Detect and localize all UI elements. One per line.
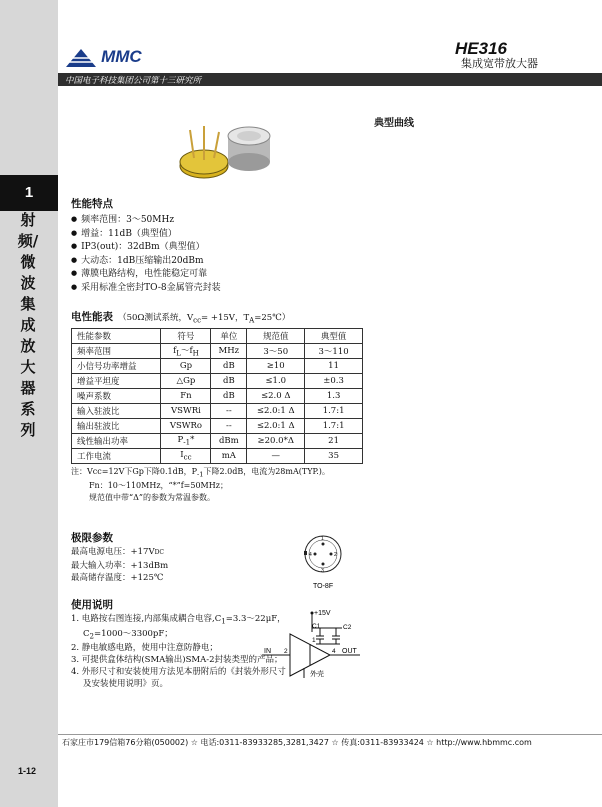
- limits-list: [71, 546, 168, 585]
- feature-item: ● 大动态：1dB压缩输出20dBm: [71, 254, 221, 268]
- org-name: 中国电子科技集团公司第十三研究所: [65, 76, 202, 86]
- spec-cell: dB: [211, 358, 247, 373]
- features-section: [71, 196, 221, 294]
- spec-cell: ±0.3: [305, 373, 363, 388]
- spec-note: Fn：10～110MHz，“*”f=50MHz；: [89, 481, 228, 491]
- spec-cell: 1.7:1: [305, 403, 363, 418]
- logo-triangle-icon: [66, 48, 96, 68]
- logo-text: MMC: [101, 47, 142, 66]
- chapter-number: 1: [0, 175, 58, 211]
- feature-item: ● 频率范围：3～50MHz: [71, 213, 221, 227]
- spec-row: [72, 403, 363, 418]
- spec-title: 电性能表: [71, 311, 113, 323]
- feature-item: ● 薄膜电路结构，电性能稳定可靠: [71, 267, 221, 281]
- footer: [58, 734, 602, 749]
- limit-item: 最大输入功率：+13dBm: [71, 560, 169, 571]
- feature-item: ● 采用标准全密封TO-8金属管壳封装: [71, 281, 221, 295]
- spec-cell: 11: [305, 358, 363, 373]
- limit-item: 最高电源电压：+17VDC: [71, 547, 164, 557]
- spec-header-cell: 性能参数: [72, 328, 161, 343]
- spec-cell: 噪声系数: [72, 388, 161, 403]
- pin-label: 1: [321, 536, 324, 542]
- pin-label: 2: [334, 552, 337, 558]
- spec-cell: 输入驻波比: [72, 403, 161, 418]
- spec-cell: 3～50: [247, 343, 305, 358]
- spec-cell: ≤2.0 Δ: [247, 388, 305, 403]
- spec-cell: dBm: [211, 433, 247, 448]
- spec-cell: △Gp: [161, 373, 211, 388]
- spec-cell: mA: [211, 448, 247, 463]
- spec-row: [72, 358, 363, 373]
- spec-notes: [71, 466, 363, 505]
- spec-cell: ≤1.0: [247, 373, 305, 388]
- package-label: TO-8F: [313, 583, 334, 590]
- spec-cell: dB: [211, 388, 247, 403]
- spec-cell: 频率范围: [72, 343, 161, 358]
- spec-cell: 增益平坦度: [72, 373, 161, 388]
- header-bar: [58, 73, 602, 86]
- pin-label: 3: [321, 568, 324, 574]
- spec-cell: 线性输出功率: [72, 433, 161, 448]
- limits-title: 极限参数: [71, 532, 113, 544]
- logo: [66, 47, 142, 68]
- spec-header-cell: 典型值: [305, 328, 363, 343]
- case-label: 外壳: [310, 671, 324, 678]
- pin-vcc-label: 1: [312, 637, 316, 644]
- vcc-label: +15V: [314, 610, 331, 617]
- pin-label: 4: [309, 552, 312, 558]
- spec-cell: VSWRo: [161, 418, 211, 433]
- spec-cell: $f_L\sim f_H$: [161, 343, 211, 358]
- spec-header-cell: 符号: [161, 328, 211, 343]
- usage-item: 2. 静电敏感电路，使用中注意防静电；: [71, 643, 218, 654]
- feature-item: ● 增益：11dB（典型值）: [71, 227, 221, 241]
- product-photo: [176, 118, 278, 184]
- spec-cell: 1.7:1: [305, 418, 363, 433]
- spec-cell: ≤2.0:1 Δ: [247, 418, 305, 433]
- spec-row: [72, 388, 363, 403]
- c2-label: C2: [343, 624, 352, 631]
- spec-cell: 1.3: [305, 388, 363, 403]
- spec-cell: ≥10: [247, 358, 305, 373]
- c1-label: C1: [312, 623, 321, 630]
- spec-note: 规范值中带“Δ”的参数为常温参数。: [89, 493, 215, 503]
- package-outline-icon: [295, 530, 355, 592]
- spec-cell: Gp: [161, 358, 211, 373]
- spec-cell: MHz: [211, 343, 247, 358]
- product-name: 集成宽带放大器: [461, 57, 538, 70]
- spec-cell: ≤2.0:1 Δ: [247, 403, 305, 418]
- feature-item: ● IP3(out)：32dBm（典型值）: [71, 240, 221, 254]
- spec-cell: —: [247, 448, 305, 463]
- spec-cell: --: [211, 418, 247, 433]
- spec-cell: 工作电流: [72, 448, 161, 463]
- spec-cell: 小信号功率增益: [72, 358, 161, 373]
- spec-table: [71, 328, 363, 464]
- spec-row: [72, 343, 363, 358]
- spec-header-cell: 规范值: [247, 328, 305, 343]
- usage-item: 3. 可提供盒体结构(SMA输出)SMA-2封装类型的产品；: [71, 655, 283, 666]
- spec-row: [72, 418, 363, 433]
- curves-title: 典型曲线: [374, 118, 414, 129]
- spec-section: [71, 305, 363, 504]
- pin-in-label: 2: [284, 648, 288, 655]
- in-label: IN: [264, 648, 271, 655]
- application-circuit: [232, 606, 367, 686]
- footer-contact: 石家庄市179信箱76分箱(050002) ☆ 电话:0311-83933285,3281,3427 ☆ 传真:0311-83933424 ☆ http://www.hbmmc.com: [62, 738, 532, 747]
- pin-out-label: 4: [332, 648, 336, 655]
- spec-cell: $P_{-1}*$: [161, 433, 211, 448]
- model-number: HE316: [455, 39, 507, 58]
- spec-cell: 35: [305, 448, 363, 463]
- series-title: 射频/微波集成放大器系列: [17, 211, 39, 439]
- spec-note: 注：Vcc=12V下Gp下降0.1dB，$P_{-1}$下降2.0dB，电流为28mA(TYP.)。: [71, 466, 330, 479]
- features-title: 性能特点: [71, 198, 113, 210]
- spec-cell: Fn: [161, 388, 211, 403]
- spec-cell: 21: [305, 433, 363, 448]
- spec-cell: ≥20.0*Δ: [247, 433, 305, 448]
- spec-row: [72, 373, 363, 388]
- features-list: [71, 213, 221, 294]
- spec-row: [72, 433, 363, 448]
- spec-header-cell: 单位: [211, 328, 247, 343]
- out-label: OUT: [342, 648, 357, 655]
- limit-item: 最高储存温度：+125℃: [71, 573, 164, 583]
- spec-row: [72, 448, 363, 463]
- spec-cell: 输出驻波比: [72, 418, 161, 433]
- usage-item: 4. 外形尺寸和安装使用方法见本册附后的《封装外形尺寸及安装使用说明》页。: [71, 667, 286, 690]
- spec-cell: dB: [211, 373, 247, 388]
- usage-item: 1. 电路按右图连接,内部集成耦合电容$,C_1=3.3\sim 22\mu F$，$C_2=1000\sim 3300pF$；: [71, 614, 286, 641]
- spec-cell: VSWRi: [161, 403, 211, 418]
- spec-cell: --: [211, 403, 247, 418]
- spec-cell: 3～110: [305, 343, 363, 358]
- spec-cell: $I_{cc}$: [161, 448, 211, 463]
- spec-conditions: （50Ω测试系统，$V_{cc}= +15V$，$T_A=25℃$）: [118, 313, 291, 325]
- page-number: 1-12: [18, 766, 37, 776]
- limits-section: [71, 530, 168, 585]
- usage-title: 使用说明: [71, 599, 113, 611]
